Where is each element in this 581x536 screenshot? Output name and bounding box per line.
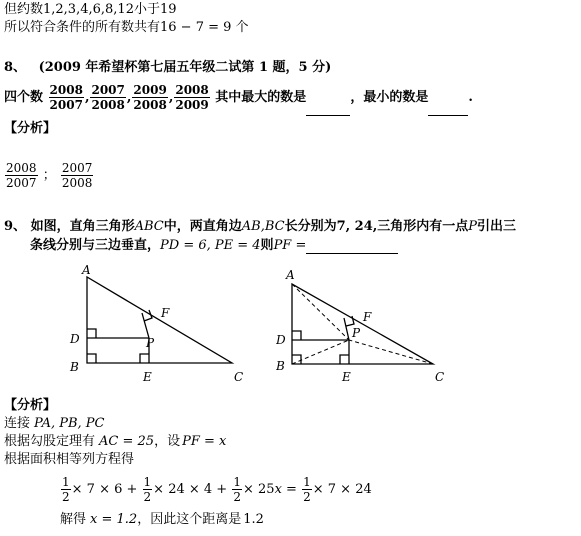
- math-p: P: [468, 219, 478, 234]
- fraction: [132, 83, 167, 112]
- answer-value: 1.2: [243, 512, 264, 527]
- term: × 7 × 24: [312, 482, 372, 497]
- text: ，因此这个距离是: [137, 512, 242, 527]
- text: ，设: [154, 434, 181, 449]
- text-line-divisors: 但约数1,2,3,4,6,8,12小于19: [4, 2, 177, 17]
- question-8-body: [4, 80, 473, 116]
- text: 条线分别与三边垂直，: [30, 238, 161, 253]
- fraction-half: [61, 475, 71, 504]
- question-8-header: [4, 60, 331, 76]
- math-pf: PF =: [273, 238, 307, 253]
- label-c: C: [234, 370, 244, 384]
- question-9-line-2: [30, 238, 398, 254]
- math-pd-pe: PD = 6, PE = 4: [160, 238, 261, 253]
- label-b: B: [276, 359, 285, 373]
- fraction: [49, 83, 84, 112]
- numerator: 2008: [6, 161, 37, 175]
- label-e: E: [143, 370, 152, 384]
- question-8-prefix: 四个数: [4, 90, 44, 105]
- fraction-largest: [5, 161, 38, 190]
- text: 引出三: [477, 219, 517, 234]
- text: 中，两直角边: [163, 219, 242, 234]
- denominator: 2009: [175, 98, 209, 112]
- label-p: P: [146, 336, 155, 350]
- separator: ；: [42, 168, 56, 183]
- numerator: 2008: [49, 83, 83, 97]
- label-a: A: [82, 263, 91, 277]
- label-d: D: [276, 333, 286, 347]
- dashed-segment-pc: [349, 340, 433, 364]
- denominator: 2008: [61, 176, 93, 190]
- label-e: E: [342, 370, 351, 384]
- numerator: 2008: [175, 83, 209, 97]
- right-angle-mark-b: [87, 354, 96, 363]
- denominator: 2: [233, 490, 241, 504]
- variable-x: x: [274, 482, 282, 497]
- numerator: 1: [143, 475, 152, 489]
- denominator: 2007: [49, 98, 83, 112]
- triangle-figure-2: [276, 262, 451, 387]
- comma: ,: [84, 90, 90, 105]
- term: × 7 × 6 +: [71, 482, 138, 497]
- right-angle-mark-d: [292, 331, 301, 340]
- comma: ,: [168, 90, 174, 105]
- label-p: P: [352, 326, 361, 340]
- solution-result: [60, 512, 264, 528]
- numerator: 2009: [133, 83, 167, 97]
- comma: ,: [126, 90, 132, 105]
- numerator: 2007: [61, 161, 93, 175]
- text: 长分别为7, 24,三角形内有一点: [284, 219, 469, 234]
- triangle-figure-1: [60, 262, 260, 387]
- text: 则: [260, 238, 274, 253]
- question-source: (2009 年希望杯第七届五年级二试第 1 题，5 分): [38, 60, 332, 75]
- right-angle-mark-e: [340, 355, 349, 364]
- denominator: 2: [303, 490, 311, 504]
- equation: [60, 472, 372, 508]
- label-d: D: [70, 332, 80, 346]
- denominator: 2008: [133, 98, 167, 112]
- denominator: 2008: [91, 98, 125, 112]
- numerator: 1: [233, 475, 241, 489]
- question-9-line-1: [4, 219, 516, 235]
- question-number: 9、: [4, 219, 27, 234]
- numerator: 2007: [91, 83, 125, 97]
- math-pa-pb-pc: PA, PB, PC: [34, 416, 105, 431]
- answer-8: [4, 158, 94, 194]
- right-angle-mark-b: [292, 355, 301, 364]
- solution-line-3: 根据面积相等列方程得: [4, 452, 135, 467]
- label-f: F: [161, 306, 170, 320]
- label-c: C: [435, 370, 445, 384]
- math-abc: ABC: [134, 219, 164, 234]
- triangle-abc: [292, 284, 433, 364]
- numerator: 1: [62, 475, 70, 489]
- segment-pf: [344, 318, 349, 340]
- term: × 24 × 4 +: [153, 482, 228, 497]
- text: 连接: [4, 416, 31, 431]
- answer-blank-smallest: [428, 89, 468, 116]
- question-8-mid2: ，最小的数是: [350, 90, 429, 105]
- solution-line-2: [4, 434, 226, 450]
- text-line-count: 所以符合条件的所有数共有16 − 7 = 9 个: [4, 20, 249, 35]
- fraction: [90, 83, 125, 112]
- label-a: A: [286, 268, 295, 282]
- math-ab-bc: AB,BC: [241, 219, 285, 234]
- fraction: [174, 83, 209, 112]
- segment-pf: [142, 313, 149, 338]
- term: × 25: [242, 482, 275, 497]
- denominator: 2: [143, 490, 152, 504]
- right-angle-mark-e: [140, 354, 149, 363]
- math-x-value: x = 1.2: [90, 512, 138, 527]
- fraction-smallest: [61, 161, 94, 190]
- math-ac: AC = 25: [99, 434, 155, 449]
- text: 如图，直角三角形: [30, 219, 135, 234]
- answer-blank-largest: [306, 89, 350, 116]
- text: 解得: [60, 512, 87, 527]
- text: 根据勾股定理有: [4, 434, 96, 449]
- right-angle-mark-d: [87, 329, 96, 338]
- equals: =: [286, 482, 297, 497]
- question-8-mid: 其中最大的数是: [215, 90, 307, 105]
- math-pf-x: PF = x: [182, 434, 227, 449]
- analysis-label-8: 【分析】: [4, 121, 57, 136]
- answer-blank-pf: [306, 239, 398, 254]
- analysis-label-9: 【分析】: [4, 398, 57, 413]
- question-8-end: .: [468, 90, 473, 105]
- label-f: F: [363, 310, 372, 324]
- solution-line-1: [4, 416, 104, 432]
- question-number: 8、: [4, 60, 27, 75]
- fraction-half: [143, 475, 153, 504]
- denominator: 2007: [6, 176, 37, 190]
- fraction-half: [232, 475, 242, 504]
- fraction-half: [302, 475, 312, 504]
- triangle-abc: [87, 277, 232, 363]
- denominator: 2: [62, 490, 70, 504]
- label-b: B: [70, 360, 79, 374]
- numerator: 1: [303, 475, 311, 489]
